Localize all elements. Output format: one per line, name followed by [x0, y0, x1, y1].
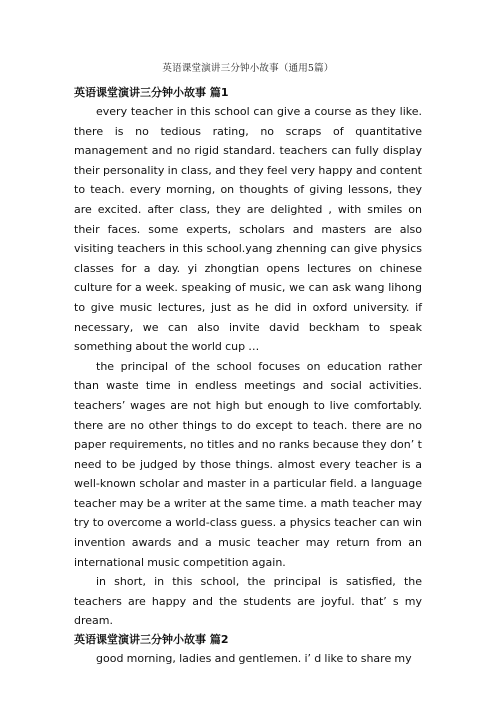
- section-heading-2: 英语课堂演讲三分钟小故事 篇2: [74, 633, 229, 647]
- running-header: 英语课堂演讲三分钟小故事（通用5篇）: [162, 63, 334, 74]
- paragraph: the principal of the school focuses on education rather than waste time in endless meetings and social activities. teachers’ wages are not high but enough to live comfortably. there are no other things to do except to teach. there are no paper requirements, no titles and no ranks because they don’ t need to be judged by those things. almost every teacher is a well-known scholar and master in a particular field. a language teacher may be a writer at the same time. a math teacher may try to overcome a world-class guess. a physics teacher can win invention awards and a music teacher may return from an international music competition again.: [74, 359, 422, 569]
- section-heading-1: 英语课堂演讲三分钟小故事 篇1: [74, 86, 229, 99]
- paragraph: every teacher in this school can give a course as they like. there is no tedious rating, no scraps of quantitative management and no rigid standard. teachers can fully display their personality in class, and they feel very happy and content to teach. every morning, on thoughts of giving lessons, they are excited. after class, they are delighted , with smiles on their faces. some experts, scholars and masters are also visiting teachers in this school.yang zhenning can give physics classes for a day. yi zhongtian opens lectures on chinese culture for a week. speaking of music, we can ask wang lihong to give music lectures, just as he did in oxford university. if necessary, we can also invite david beckham to speak something about the world cup …: [74, 105, 422, 354]
- document-body: [74, 84, 422, 669]
- paragraph: in short, in this school, the principal is satisfied, the teachers are happy and the students are joyful. that’ s my dream.: [74, 575, 422, 628]
- paragraph: good morning, ladies and gentlemen. i’ d like to share my: [96, 652, 412, 666]
